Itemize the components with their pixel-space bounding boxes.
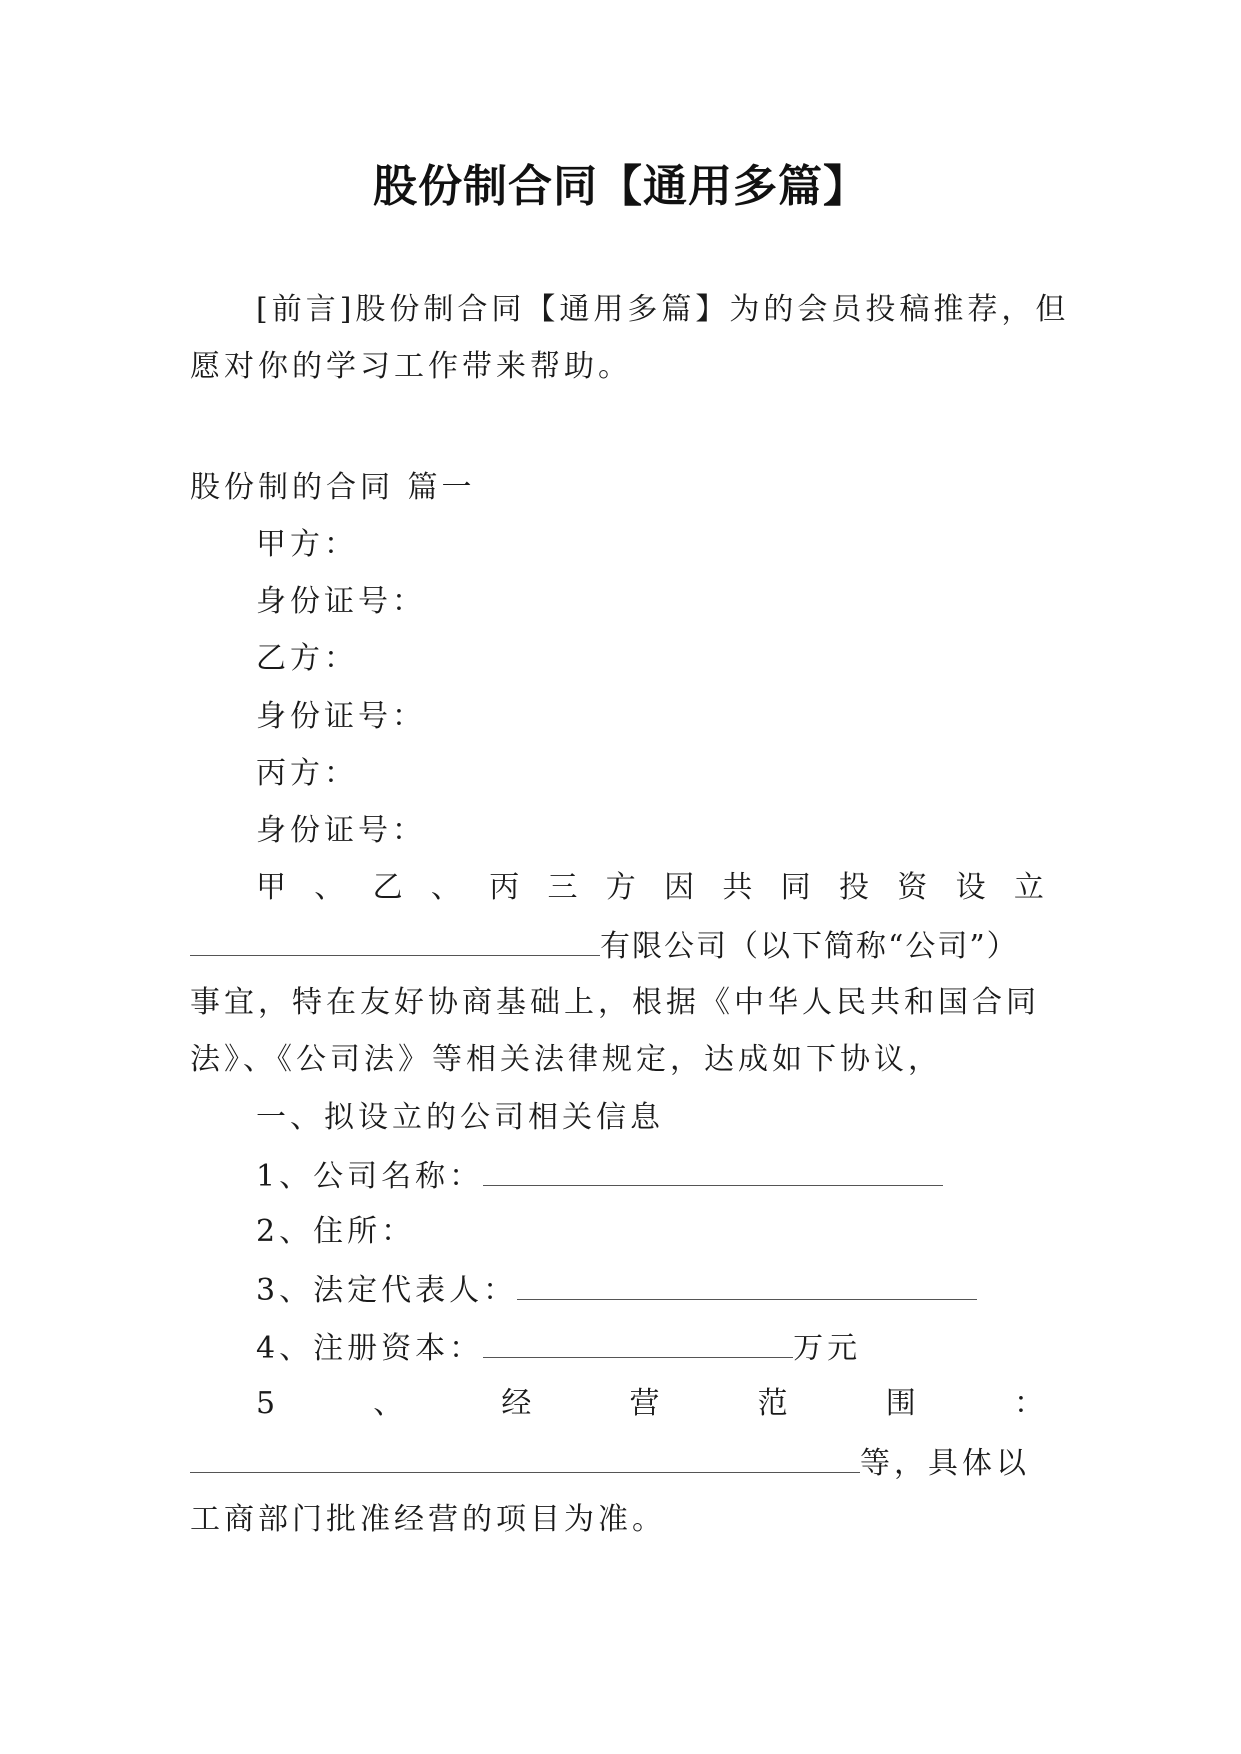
legal-rep-label: 3、法定代表人： xyxy=(256,1273,518,1308)
company-line-suffix: 有限公司（以下简称“公司”） xyxy=(600,929,1019,964)
capital-field[interactable] xyxy=(483,1327,793,1358)
company-name-label: 1、公司名称： xyxy=(256,1159,484,1194)
scope-char: 范 xyxy=(757,1386,788,1421)
legal-rep-field[interactable] xyxy=(517,1269,977,1300)
scope-line xyxy=(256,1384,1044,1424)
party-c-id-label: 身份证号： xyxy=(256,813,426,848)
establish-char: 方 xyxy=(605,870,636,905)
scope-char: 、 xyxy=(373,1386,404,1421)
establish-char: 共 xyxy=(722,870,753,905)
company-line xyxy=(190,925,1019,967)
capital-label: 4、注册资本： xyxy=(256,1331,484,1366)
legal-rep-row xyxy=(256,1269,977,1311)
scope-char: 营 xyxy=(629,1386,660,1421)
establish-char: 三 xyxy=(547,870,578,905)
scope-char: ： xyxy=(1013,1386,1044,1421)
party-a-id-label: 身份证号： xyxy=(256,584,426,619)
business-scope-field[interactable] xyxy=(190,1442,860,1473)
party-b-id-label: 身份证号： xyxy=(256,699,426,734)
info-heading: 一、拟设立的公司相关信息 xyxy=(256,1100,664,1135)
preface-line-2: 愿对你的学习工作带来帮助。 xyxy=(190,349,632,384)
company-name-row xyxy=(256,1155,943,1197)
establish-char: 甲 xyxy=(256,870,286,905)
scope-char: 围 xyxy=(885,1386,916,1421)
establish-char: 资 xyxy=(897,870,928,905)
establish-char: 因 xyxy=(664,870,695,905)
scope-line-3: 工商部门批准经营的项目为准。 xyxy=(190,1502,666,1537)
address-label: 2、住所： xyxy=(256,1214,416,1249)
establish-char: 乙 xyxy=(372,870,403,905)
scope-char: 经 xyxy=(501,1386,532,1421)
party-b-label: 乙方： xyxy=(256,641,358,676)
establish-char: 立 xyxy=(1013,870,1044,905)
company-name-field[interactable] xyxy=(483,1155,943,1186)
establish-char: 同 xyxy=(780,870,811,905)
party-a-label: 甲方： xyxy=(256,527,358,562)
party-c-label: 丙方： xyxy=(256,756,358,791)
agreement-line-3: 事宜，特在友好协商基础上，根据《中华人民共和国合同 xyxy=(190,985,1040,1020)
scope-char: 5 xyxy=(256,1386,276,1421)
capital-unit: 万元 xyxy=(793,1331,862,1366)
establish-char: 、 xyxy=(314,870,345,905)
company-name-blank[interactable] xyxy=(190,925,600,956)
scope-blank-row xyxy=(190,1442,1030,1484)
establish-line xyxy=(256,868,1044,908)
page-title: 股份制合同【通用多篇】 xyxy=(373,161,868,212)
agreement-line-4: 法》、《公司法》等相关法律规定，达成如下协议， xyxy=(190,1042,942,1077)
establish-char: 设 xyxy=(955,870,986,905)
capital-row xyxy=(256,1327,861,1369)
preface-line-1: [前言]股份制合同【通用多篇】为的会员投稿推荐，但 xyxy=(256,292,1070,327)
establish-char: 、 xyxy=(430,870,461,905)
establish-char: 投 xyxy=(838,870,869,905)
establish-char: 丙 xyxy=(489,870,520,905)
section-heading: 股份制的合同 篇一 xyxy=(190,470,476,505)
scope-suffix: 等，具体以 xyxy=(860,1446,1030,1481)
